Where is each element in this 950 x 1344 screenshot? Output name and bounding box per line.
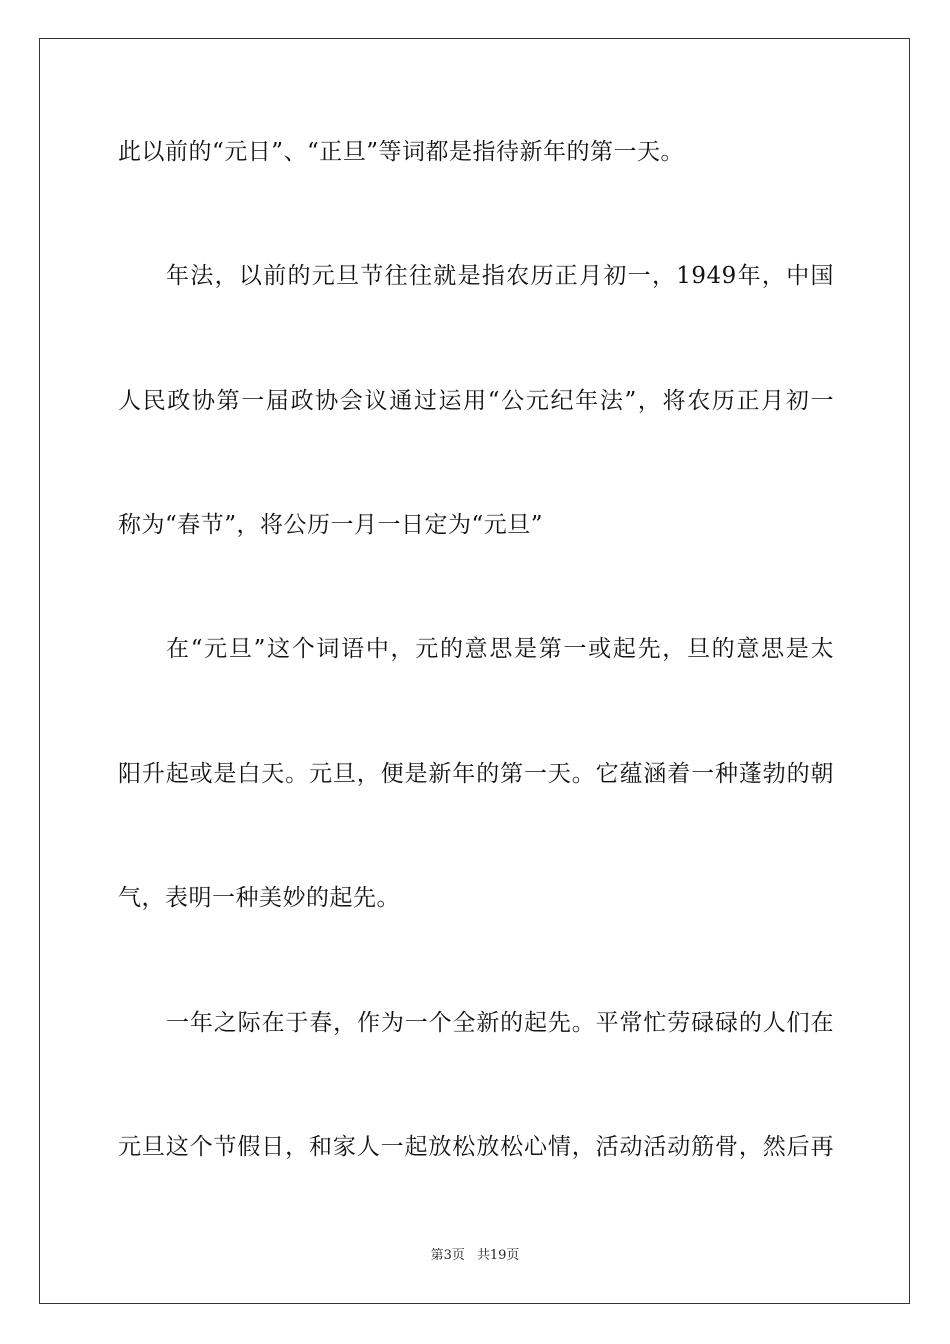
text-line-3: 人民政协第一届政协会议通过运用“公元纪年法”，将农历正月初一 xyxy=(118,388,834,414)
text-line-1: 此以前的“元日”、“正旦”等词都是指待新年的第一天。 xyxy=(118,139,685,165)
page-frame xyxy=(39,38,910,1304)
text-line-4: 称为“春节”，将公历一月一日定为“元旦” xyxy=(118,512,544,538)
text-line-6: 阳升起或是白天。元旦，便是新年的第一天。它蕴涵着一种蓬勃的朝 xyxy=(118,761,834,787)
text-line-7: 气，表明一种美妙的起先。 xyxy=(118,885,400,911)
page-total: 共19页 xyxy=(476,1248,520,1263)
text-line-8: 一年之际在于春，作为一个全新的起先。平常忙劳碌碌的人们在 xyxy=(166,1010,834,1036)
text-line-9: 元旦这个节假日，和家人一起放松放松心情，活动活动筋骨，然后再 xyxy=(118,1134,834,1160)
text-line-5: 在“元旦”这个词语中，元的意思是第一或起先，旦的意思是太 xyxy=(166,636,834,662)
page-number: 第3页 xyxy=(430,1248,465,1263)
text-line-2: 年法，以前的元旦节往往就是指农历正月初一，1949年，中国 xyxy=(166,263,834,289)
page-footer xyxy=(0,1248,950,1264)
